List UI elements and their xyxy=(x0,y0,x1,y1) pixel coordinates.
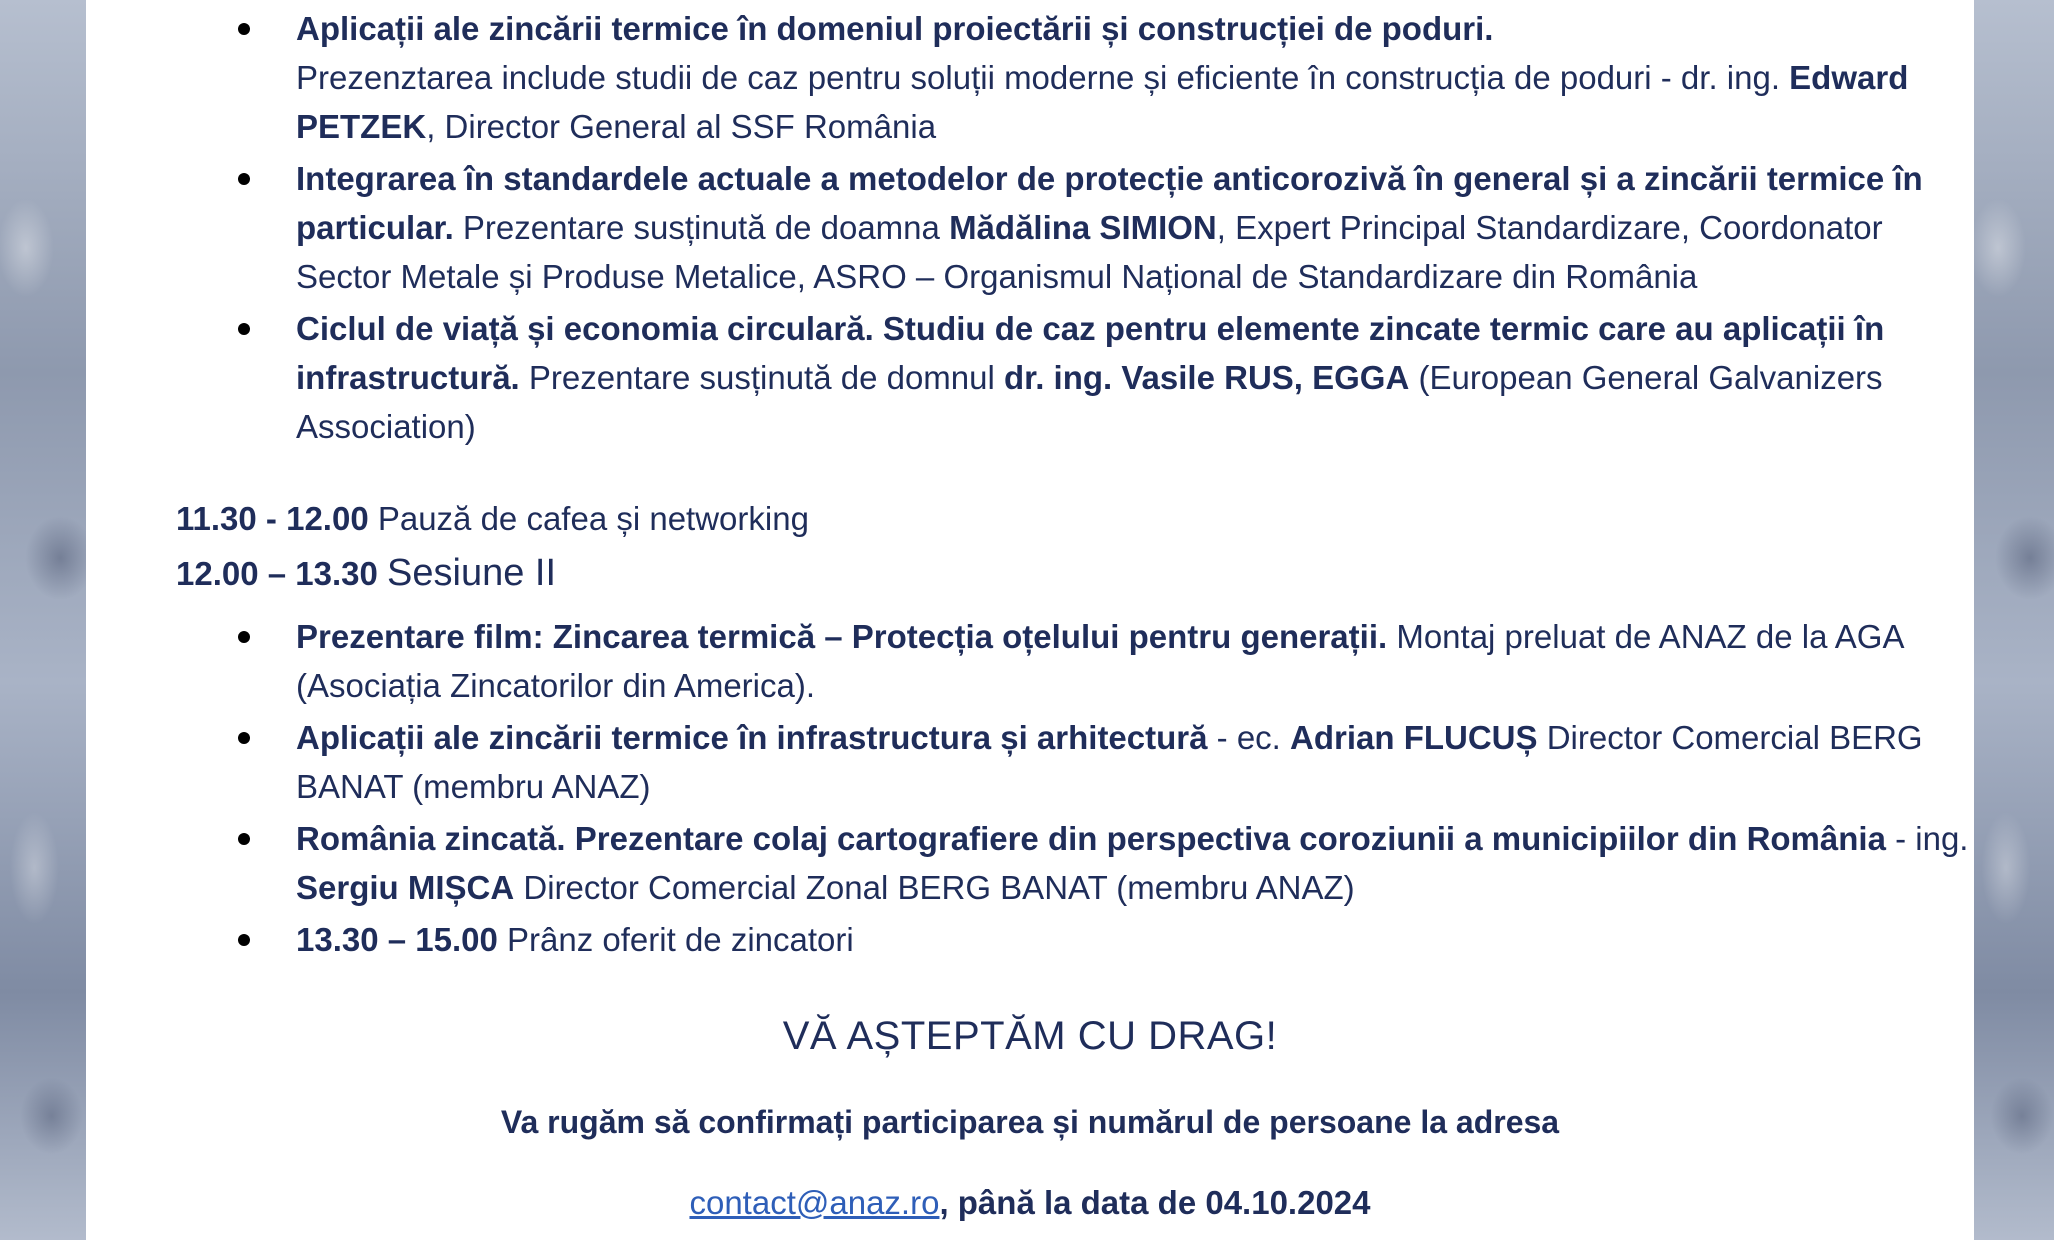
break-label: Pauză de cafea și networking xyxy=(377,500,809,537)
list-item xyxy=(296,4,1976,151)
item-title: România zincată. Prezentare colaj cartografiere din perspectiva coroziunii a municipiilor din România xyxy=(296,820,1886,857)
list-item xyxy=(296,915,1976,964)
bullet-icon xyxy=(238,173,250,185)
bullet-icon xyxy=(238,631,250,643)
bullet-icon xyxy=(238,23,250,35)
document-page xyxy=(86,0,1974,1240)
list-item xyxy=(296,154,1976,301)
item-desc: Prezentare susținută de doamna xyxy=(462,209,940,246)
closing-title: VĂ AȘTEPTĂM CU DRAG! xyxy=(782,1014,1278,1058)
item-desc-after: , Director General al SSF România xyxy=(426,108,937,145)
item-title: Ciclul de viață și economia circulară. Studiu de caz pentru elemente zincate termic care au aplicații în infrastructură. xyxy=(296,310,1885,396)
item-desc: Montaj preluat de ANAZ de la AGA (Asociația Zincatorilor din America). xyxy=(296,618,1903,704)
confirm-text: Va rugăm să confirmați participarea și numărul de persoane la adresa xyxy=(500,1104,1560,1140)
item-speaker: Adrian FLUCUȘ xyxy=(1290,719,1538,756)
list-item xyxy=(296,304,1976,451)
item-title: Prezentare film: Zincarea termică – Protecția oțelului pentru generații. xyxy=(296,618,1388,655)
deadline-text: , până la data de 04.10.2024 xyxy=(939,1184,1371,1221)
item-speaker: Edward PETZEK xyxy=(296,59,1909,145)
email-line xyxy=(86,1184,1974,1222)
background-left-texture xyxy=(0,0,86,1240)
bullet-icon xyxy=(238,833,250,845)
session2-header xyxy=(176,552,556,595)
item-desc: - ing. xyxy=(1895,820,1969,857)
session2-list xyxy=(296,612,1976,967)
session2-time: 12.00 – 13.30 xyxy=(176,555,378,592)
item-title: Aplicații ale zincării termice în domeniul proiectării și construcției de poduri. xyxy=(296,10,1494,47)
email-link[interactable]: contact@anaz.ro xyxy=(689,1184,940,1221)
background-right-texture xyxy=(1974,0,2054,1240)
item-speaker: Mădălina SIMION xyxy=(949,209,1217,246)
list-item xyxy=(296,814,1976,912)
item-speaker: dr. ing. Vasile RUS, EGGA xyxy=(1004,359,1410,396)
break-time: 11.30 - 12.00 xyxy=(176,500,369,537)
item-desc: Prânz oferit de zincatori xyxy=(507,921,854,958)
bullet-icon xyxy=(238,323,250,335)
session2-label: Sesiune II xyxy=(387,552,557,594)
item-desc-after: , Expert Principal Standardizare, Coordonator Sector Metale și Produse Metalice, ASRO – Organismul Național de Standardizare din România xyxy=(296,209,1883,295)
break-line xyxy=(176,500,809,538)
item-speaker: Sergiu MIȘCA xyxy=(296,869,515,906)
session1-list xyxy=(296,4,1976,454)
bullet-icon xyxy=(238,732,250,744)
item-desc-after: Director Comercial BERG BANAT (membru ANAZ) xyxy=(296,719,1923,805)
document-content xyxy=(86,0,1974,1240)
item-title: Integrarea în standardele actuale a metodelor de protecție anticorozivă în general și a zincării termice în particular. xyxy=(296,160,1923,246)
item-desc: Prezentare susținută de domnul xyxy=(528,359,995,396)
item-title: 13.30 – 15.00 xyxy=(296,921,498,958)
list-item xyxy=(296,612,1976,710)
item-title: Aplicații ale zincării termice în infrastructura și arhitectură xyxy=(296,719,1208,756)
item-desc-after: Director Comercial Zonal BERG BANAT (membru ANAZ) xyxy=(523,869,1355,906)
item-desc-after: (European General Galvanizers Association) xyxy=(296,359,1883,445)
list-item xyxy=(296,713,1976,811)
bullet-icon xyxy=(238,934,250,946)
item-desc: Prezenztarea include studii de caz pentru soluții moderne și eficiente în construcția de poduri - dr. ing. xyxy=(296,59,1780,96)
item-desc: - ec. xyxy=(1216,719,1281,756)
